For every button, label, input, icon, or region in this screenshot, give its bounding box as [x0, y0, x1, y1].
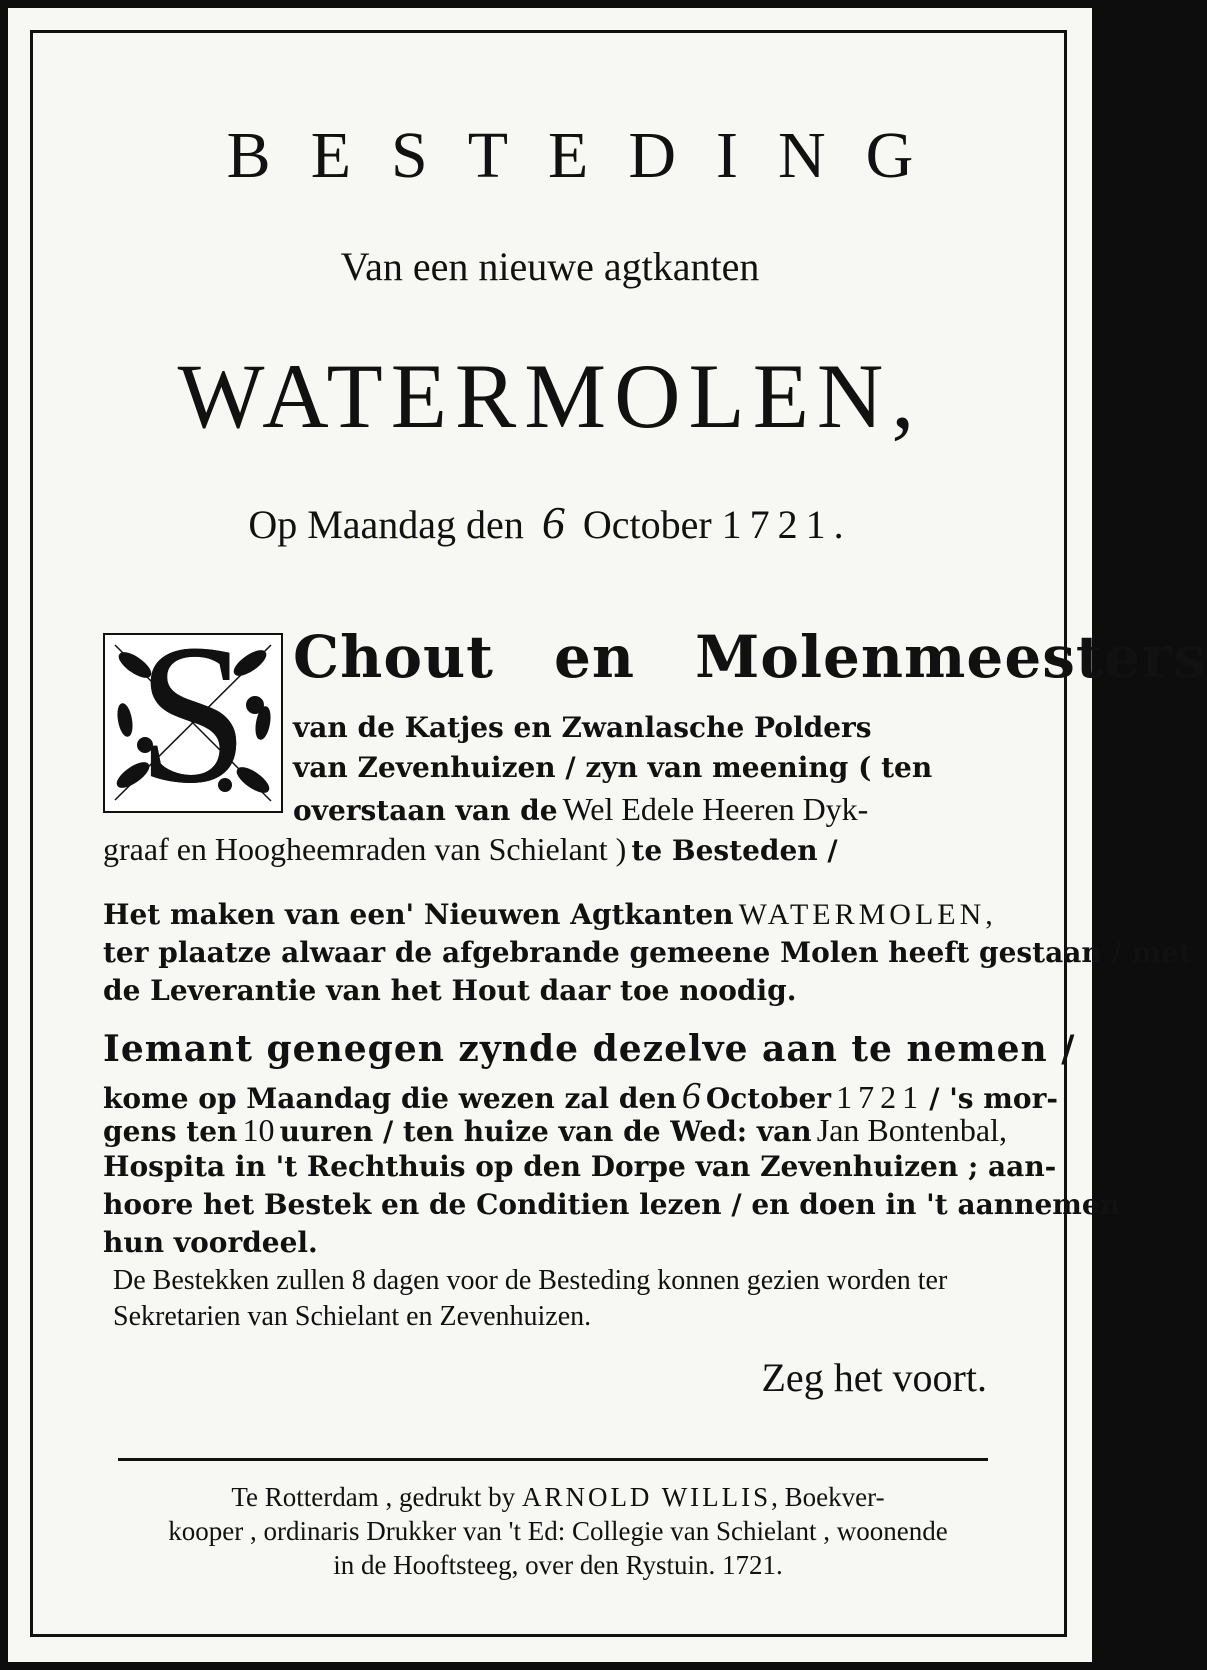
intro-heading-part: Chout — [293, 623, 494, 691]
bidding-text: uuren / ten huize van de Wed: van — [279, 1115, 812, 1148]
intro-line: van de Katjes en Zwanlasche Polders — [293, 711, 872, 744]
imprint-line — [108, 1480, 1008, 1514]
decorated-initial — [103, 604, 283, 825]
imprint-text: , Boekver- — [771, 1482, 885, 1512]
poster-sheet — [8, 8, 1207, 1662]
intro-text-black: overstaan van de — [293, 794, 558, 827]
work-line: ter plaatze alwaar de afgebrande gemeene Molen heeft gestaan / met — [103, 936, 1192, 969]
bidding-name: Jan Bontenbal, — [816, 1112, 1007, 1148]
work-text-caps: WATERMOLEN, — [738, 898, 997, 931]
initial-letter: S — [137, 604, 249, 825]
bidding-text: October — [705, 1082, 832, 1115]
bidding-line — [103, 1112, 1007, 1149]
date-day-handwritten: 6 — [541, 497, 565, 548]
intro-text-black: te Besteden / — [631, 834, 838, 867]
imprint-line: in de Hooftsteeg, over den Rystuin. 1721. — [333, 1550, 783, 1580]
poster-title: BESTEDING — [226, 119, 954, 192]
intro-text-roman: Wel Edele Heeren Dyk- — [562, 791, 869, 827]
bidding-line: hun voordeel. — [103, 1226, 318, 1259]
imprint-text: Te Rotterdam , gedrukt by — [231, 1482, 516, 1512]
intro-line — [293, 791, 868, 828]
intro-heading — [293, 623, 1207, 691]
bidding-day-handwritten: 6 — [681, 1075, 701, 1117]
poster-subtitle: Van een nieuwe agtkanten — [340, 244, 760, 289]
date-month: October — [582, 502, 712, 547]
date-year: 1721. — [721, 502, 852, 547]
work-line — [103, 898, 997, 932]
intro-heading-part: Molenmeesters — [695, 623, 1207, 691]
bidding-text: kome op Maandag die wezen zal den — [103, 1082, 677, 1115]
printer-imprint — [108, 1480, 1008, 1582]
bidding-line: hoore het Bestek en de Conditien lezen / en doen in 't aannemen — [103, 1188, 1121, 1221]
work-line: de Leverantie van het Hout daar toe noodig. — [103, 974, 797, 1007]
imprint-line: kooper , ordinaris Drukker van 't Ed: Collegie van Schielant , woonende — [168, 1516, 948, 1546]
intro-text-roman: graaf en Hoogheemraden van Schielant ) — [103, 831, 627, 867]
intro-line: van Zevenhuizen / zyn van meening ( ten — [293, 751, 933, 784]
specifications-note: De Bestekken zullen 8 dagen voor de Besteding konnen gezien worden ter Sekretarien van Schielant en Zevenhuizen. — [113, 1265, 948, 1332]
intro-line — [103, 831, 838, 868]
date-prefix: Op Maandag den — [248, 502, 524, 547]
bidding-hour: 10 — [242, 1112, 275, 1148]
intro-heading-part: en — [553, 623, 636, 691]
bidding-line: Hospita in 't Rechthuis op den Dorpe van Zevenhuizen ; aan- — [103, 1150, 1057, 1183]
work-text: Het maken van een' Nieuwen Agtkanten — [103, 898, 734, 931]
imprint-printer: ARNOLD WILLIS — [521, 1482, 772, 1512]
poster-date — [8, 496, 1092, 549]
bidding-line: Iemant genegen zynde dezelve aan te nemen / — [103, 1028, 1076, 1070]
divider — [118, 1458, 988, 1461]
bidding-year: 1721 — [836, 1079, 925, 1115]
bidding-text: gens ten — [103, 1115, 238, 1148]
bidding-text: / 's mor- — [929, 1082, 1058, 1115]
poster-mill-heading: WATERMOLEN, — [177, 345, 923, 447]
closing-phrase: Zeg het voort. — [761, 1355, 987, 1400]
